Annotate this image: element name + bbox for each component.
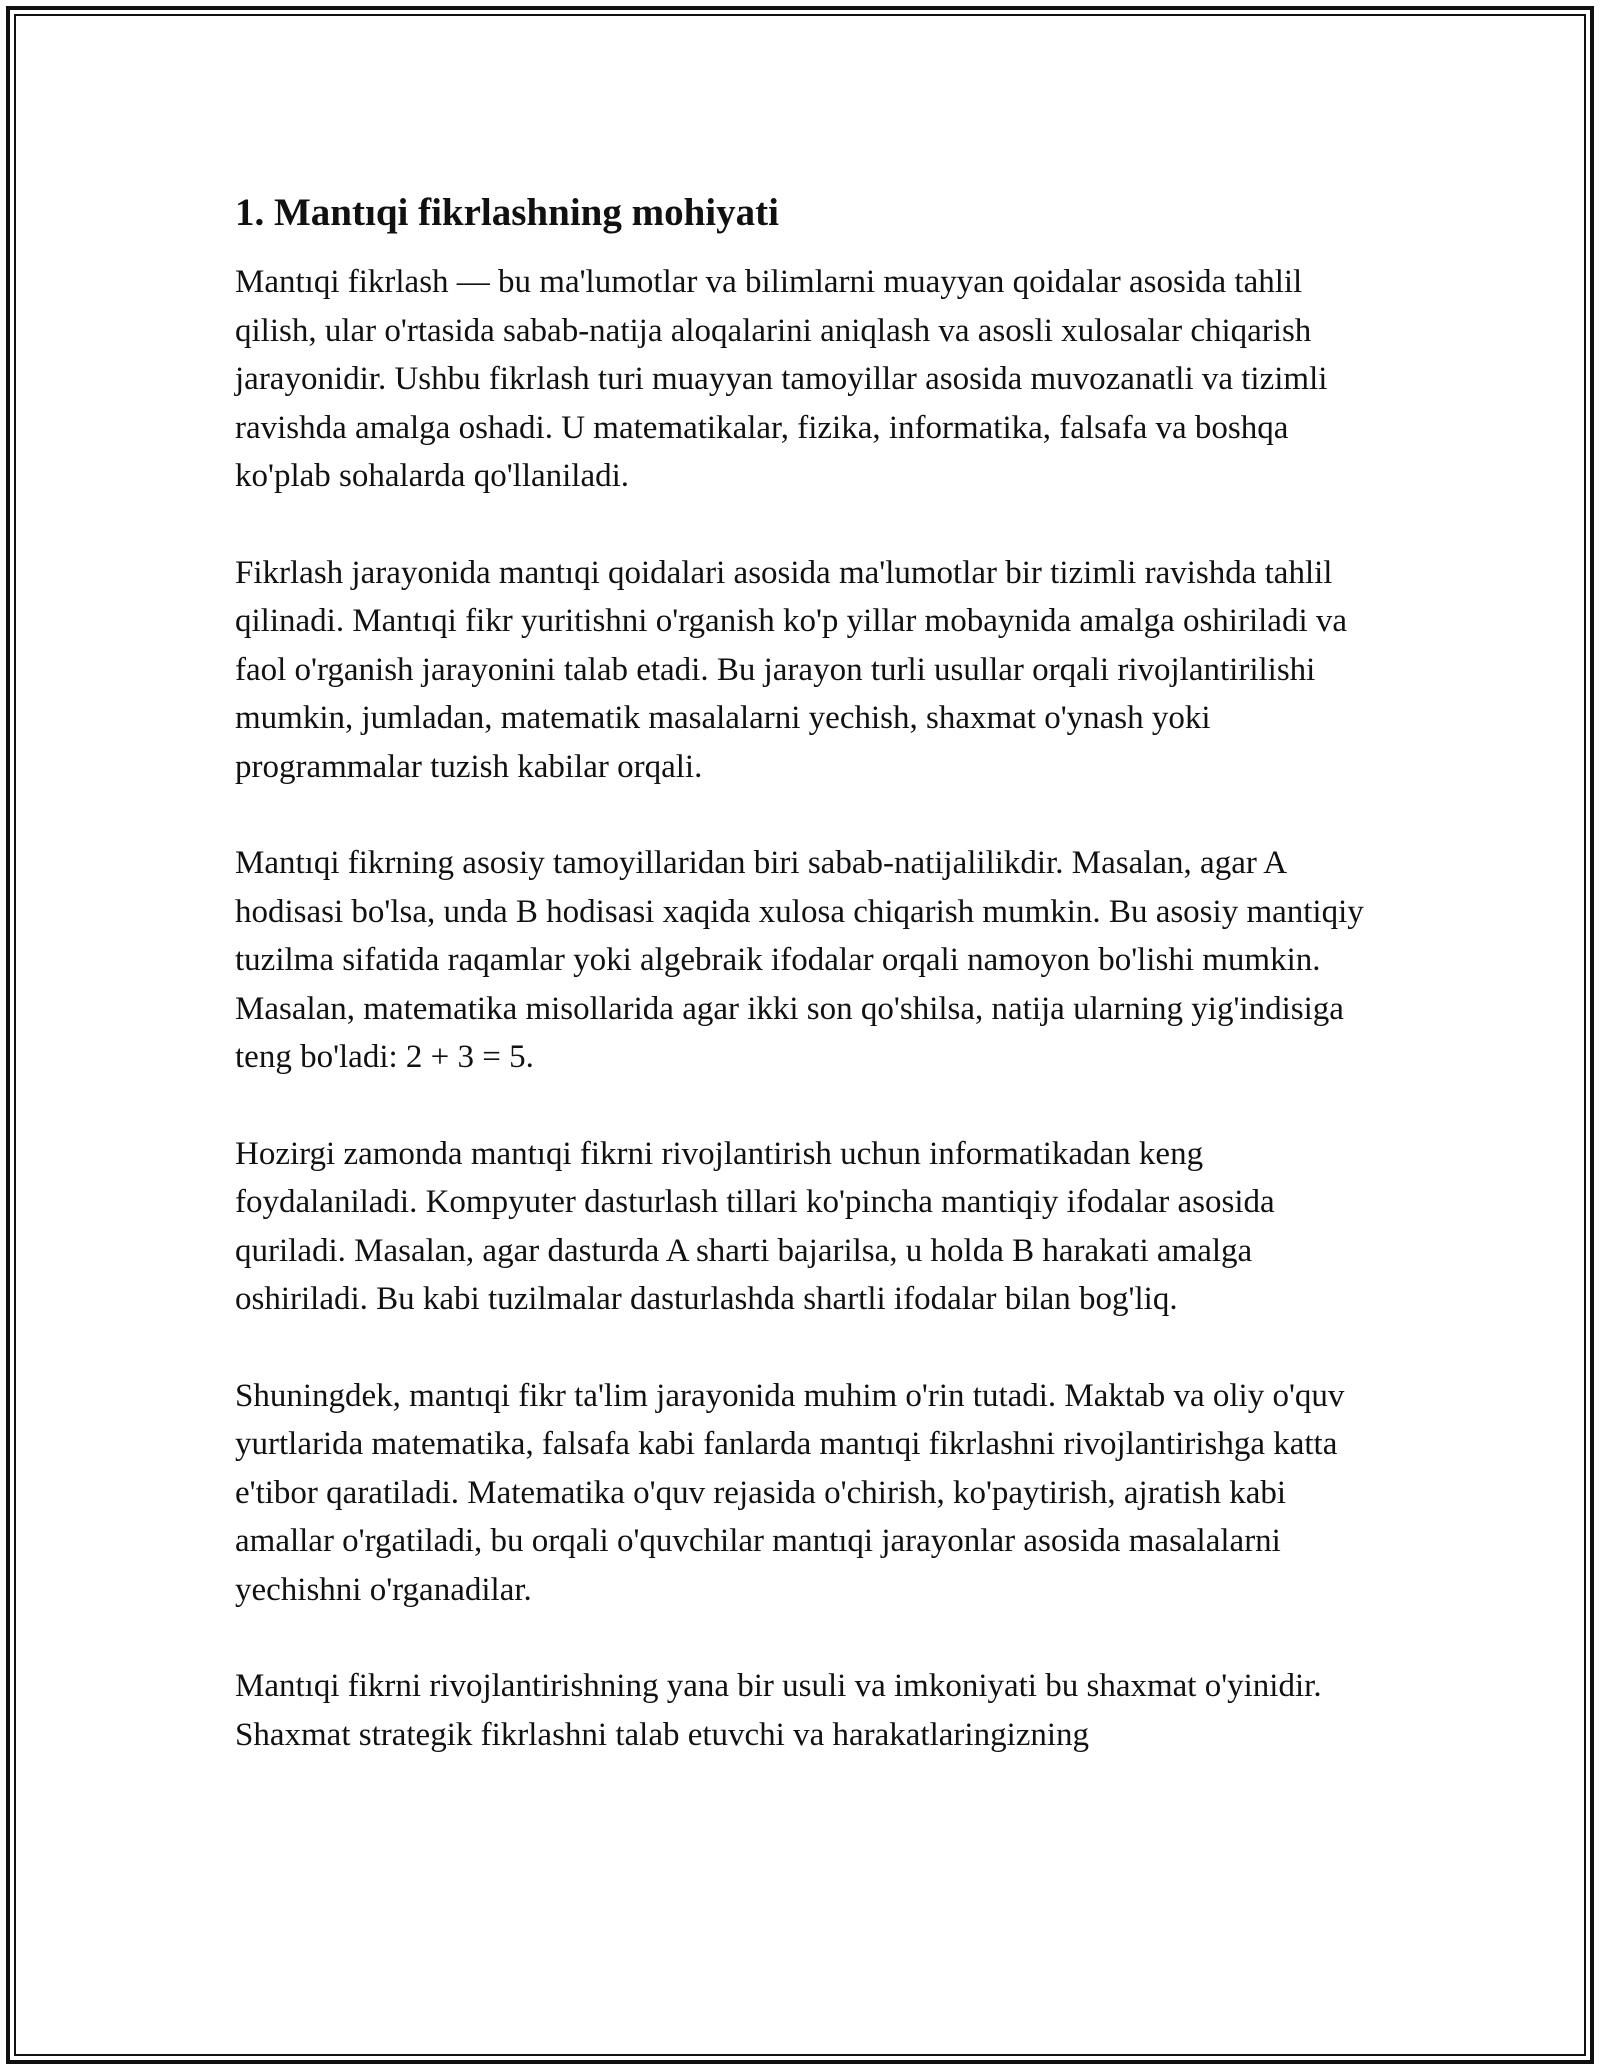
paragraph-3: Mantıqi fikrning asosiy tamoyillaridan biri sabab-natijalilikdir. Masalan, agar A hodisasi bo'lsa, unda B hodisasi xaqida xulosa chiqarish mumkin. Bu asosiy mantiqiy tuzilma sifatida raqamlar yoki algebraik ifodalar orqali namoyon bo'lishi mumkin. Masalan, matematika misollarida agar ikki son qo'shilsa, natija ularning yig'indisiga teng bo'ladi: 2 + 3 = 5. bbox=[235, 845, 1364, 1075]
paragraph-1: Mantıqi fikrlash — bu ma'lumotlar va bilimlarni muayyan qoidalar asosida tahlil qilish, ular o'rtasida sabab-natija aloqalarini aniqlash va asosli xulosalar chiqarish jarayonidir. Ushbu fikrlash turi muayyan tamoyillar asosida muvozanatli va tizimli ravishda amalga oshadi. U matematikalar, fizika, informatika, falsafa va boshqa ko'plab sohalarda qo'llaniladi. bbox=[235, 264, 1328, 494]
paragraph-5: Shuningdek, mantıqi fikr ta'lim jarayonida muhim o'rin tutadi. Maktab va oliy o'quv yurtlarida matematika, falsafa kabi fanlarda mantıqi fikrlashni rivojlantirishga katta e'tibor qaratiladi. Matematika o'quv rejasida o'chirish, ko'paytirish, ajratish kabi amallar o'rgatiladi, bu orqali o'quvchilar mantıqi jarayonlar asosida masalalarni yechishni o'rganadilar. bbox=[235, 1377, 1345, 1608]
section-heading: 1. Mantıqi fikrlashning mohiyati bbox=[235, 191, 779, 234]
paragraph-6: Mantıqi fikrni rivojlantirishning yana bir usuli va imkoniyati bu shaxmat o'yinidir. Shaxmat strategik fikrlashni talab etuvchi va harakatlaringizning bbox=[235, 1668, 1322, 1753]
document-body bbox=[235, 186, 1375, 1807]
paragraph-4: Hozirgi zamonda mantıqi fikrni rivojlantirish uchun informatikadan keng foydalaniladi. Kompyuter dasturlash tillari ko'pincha mantiqiy ifodalar asosida quriladi. Masalan, agar dasturda A sharti bajarilsa, u holda B harakati amalga oshiriladi. Bu kabi tuzilmalar dasturlashda shartli ifodalar bilan bog'liq. bbox=[235, 1135, 1275, 1317]
paragraph-2: Fikrlash jarayonida mantıqi qoidalari asosida ma'lumotlar bir tizimli ravishda tahlil qilinadi. Mantıqi fikr yuritishni o'rganish ko'p yillar mobaynida amalga oshiriladi va faol o'rganish jarayonini talab etadi. Bu jarayon turli usullar orqali rivojlantirilishi mumkin, jumladan, matematik masalalarni yechish, shaxmat o'ynash yoki programmalar tuzish kabilar orqali. bbox=[235, 554, 1348, 785]
